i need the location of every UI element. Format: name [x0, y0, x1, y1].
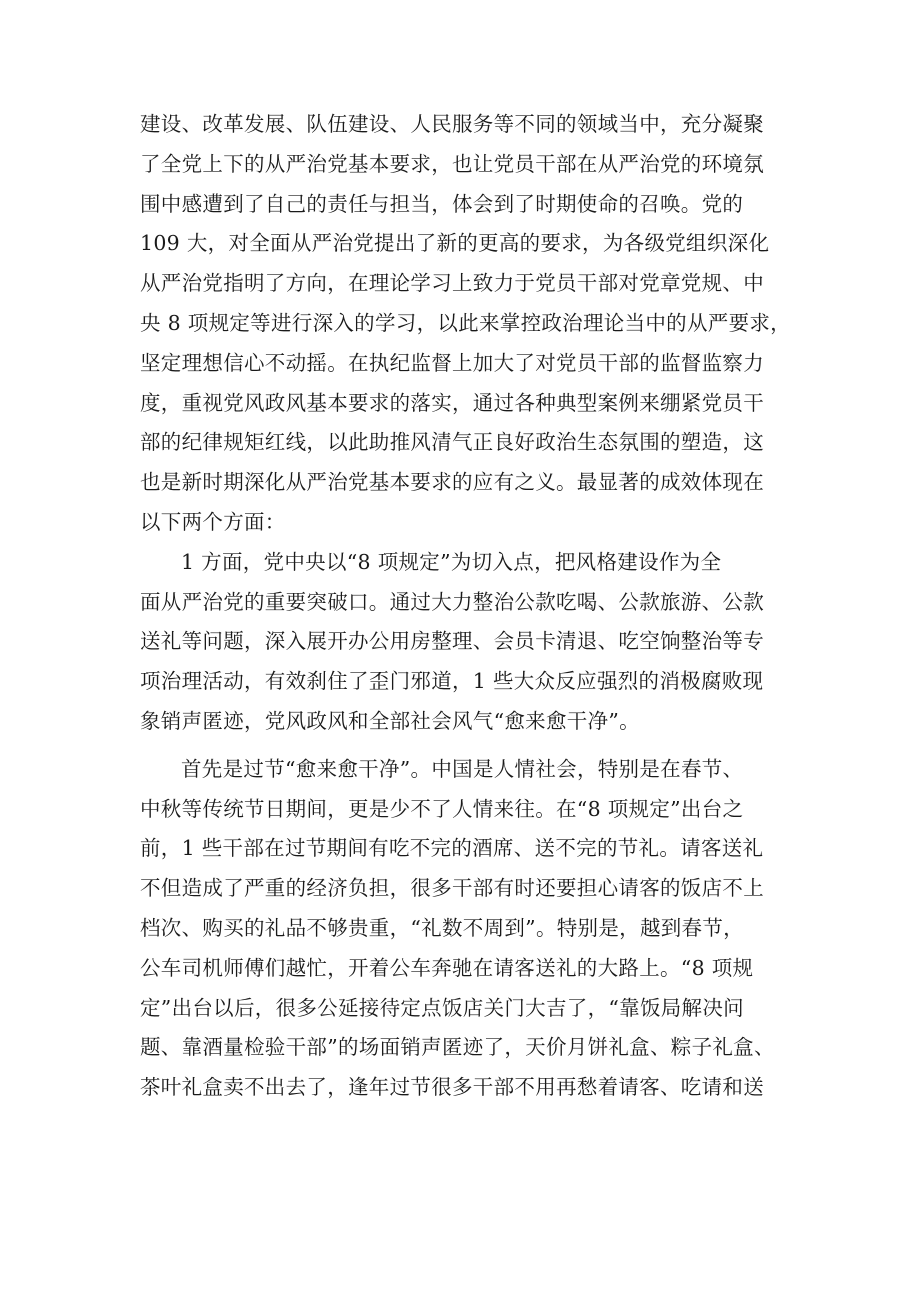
- paragraph-line: 从严治党指明了方向，在理论学习上致力于党员干部对党章党规、中: [140, 271, 764, 296]
- paragraph-line: 以下两个方面：: [140, 509, 286, 534]
- document-body: [140, 105, 791, 1108]
- paragraph-line: 了全党上下的从严治党基本要求，也让党员干部在从严治党的环境氛: [140, 151, 764, 176]
- paragraph-line: 项治理活动，有效刹住了歪门邪道，1 些大众反应强烈的消极腐败现: [140, 669, 764, 694]
- paragraph-1: [140, 105, 791, 543]
- paragraph-line: 围中感遭到了自己的责任与担当，体会到了时期使命的召唤。党的: [140, 191, 744, 216]
- paragraph-line: 首先是过节“愈来愈干净”。中国是人情社会，特别是在春节、: [181, 756, 744, 781]
- paragraph-line: 建设、改革发展、队伍建设、人民服务等不同的领域当中，充分凝聚: [140, 112, 764, 136]
- paragraph-line: 也是新时期深化从严治党基本要求的应有之义。最显著的成效体现在: [140, 470, 764, 495]
- paragraph-line: 部的纪律规矩红线，以此助推风清气正良好政治生态氛围的塑造，这: [140, 430, 764, 455]
- paragraph-line: 1 方面，党中央以“8 项规定”为切入点，把风格建设作为全: [181, 549, 722, 574]
- paragraph-line: 度，重视党风政风基本要求的落实，通过各种典型案例来绷紧党员干: [140, 390, 764, 415]
- paragraph-3: [140, 750, 782, 1108]
- paragraph-line: 定”出台以后，很多公延接待定点饭店关门大吉了，“靠饭局解决问: [140, 995, 744, 1020]
- paragraph-line: 题、靠酒量检验干部”的场面销声匿迹了，天价月饼礼盒、粽子礼盒、: [140, 1035, 775, 1060]
- paragraph-line: 面从严治党的重要突破口。通过大力整治公款吃喝、公款旅游、公款: [140, 589, 764, 614]
- paragraph-line: 坚定理想信心不动摇。在执纪监督上加大了对党员干部的监督监察力: [140, 350, 764, 375]
- paragraph-line: 前，1 些干部在过节期间有吃不完的酒席、送不完的节礼。请客送礼: [140, 836, 764, 861]
- paragraph-2: [140, 543, 782, 742]
- paragraph-line: 不但造成了严重的经济负担，很多干部有时还要担心请客的饭店不上: [140, 876, 764, 901]
- paragraph-line: 公车司机师傅们越忙，开着公车奔驰在请客送礼的大路上。“8 项规: [140, 955, 754, 980]
- paragraph-line: 档次、购买的礼品不够贵重，“礼数不周到”。特别是，越到春节，: [140, 915, 744, 940]
- paragraph-line: 茶叶礼盒卖不出去了，逢年过节很多干部不用再愁着请客、吃请和送: [140, 1075, 764, 1100]
- paragraph-line: 央 8 项规定等进行深入的学习，以此来掌控政治理论当中的从严要求，: [140, 310, 791, 335]
- paragraph-line: 中秋等传统节日期间，更是少不了人情来往。在“8 项规定”出台之: [140, 796, 744, 821]
- paragraph-spacer: [140, 742, 782, 750]
- paragraph-line: 109 大，对全面从严治党提出了新的更高的要求，为各级党组织深化: [140, 231, 770, 256]
- paragraph-line: 象销声匿迹，党风政风和全部社会风气“愈来愈干净”。: [140, 708, 640, 733]
- paragraph-line: 送礼等问题，深入展开办公用房整理、会员卡清退、吃空饷整治等专: [140, 629, 764, 654]
